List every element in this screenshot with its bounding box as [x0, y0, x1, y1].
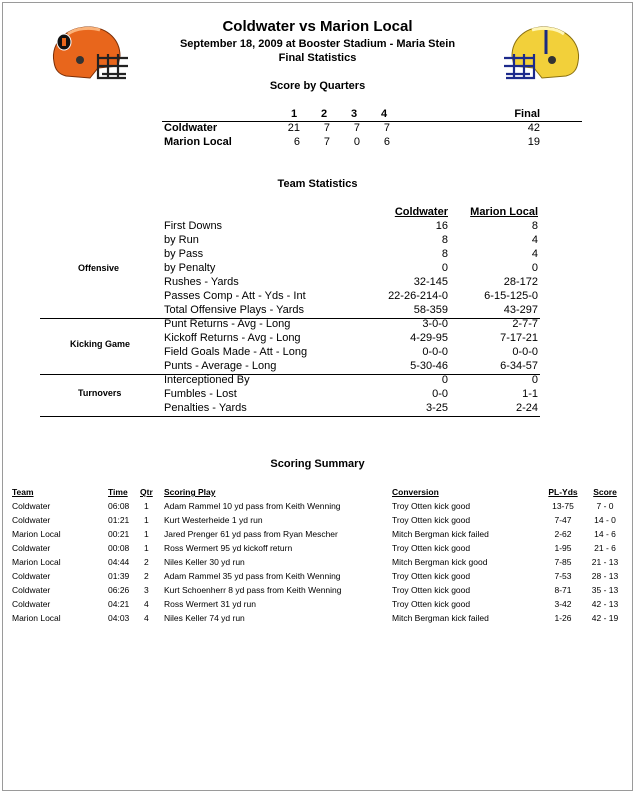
col-scoring-play: Scoring Play — [164, 487, 216, 497]
row-conversion: Troy Otten kick good — [392, 501, 471, 511]
col-conversion: Conversion — [392, 487, 439, 497]
row-time: 04:03 — [108, 613, 130, 623]
row-scoring-play: Adam Rammel 35 yd pass from Keith Wenning — [164, 571, 341, 581]
row-scoring-play: Niles Keller 30 yd run — [164, 557, 245, 567]
row-score: 28 - 13 — [591, 571, 619, 581]
row-team: Coldwater — [12, 515, 51, 525]
stat-label: by Penalty — [164, 262, 216, 274]
row-pl-yds: 2-62 — [554, 529, 572, 539]
stat-home: 0 — [441, 374, 448, 386]
game-subtitle: September 18, 2009 at Booster Stadium - Maria Stein — [179, 38, 456, 50]
final-statistics-label: Final Statistics — [278, 52, 357, 64]
stat-away: 8 — [531, 220, 538, 232]
col-time: Time — [108, 487, 128, 497]
row-qtr: 2 — [144, 557, 149, 567]
row-qtr: 2 — [144, 571, 149, 581]
stat-label: Passes Comp - Att - Yds - Int — [164, 290, 306, 302]
row-conversion: Mitch Bergman kick good — [392, 557, 488, 567]
stat-away: 0 — [531, 374, 538, 386]
stat-home: 8 — [441, 248, 448, 260]
row-score: 35 - 13 — [591, 585, 619, 595]
row-qtr: 3 — [144, 585, 149, 595]
row-pl-yds: 3-42 — [554, 599, 572, 609]
row-score: 42 - 19 — [591, 613, 619, 623]
stat-label: Rushes - Yards — [164, 276, 239, 288]
category-turnovers: Turnovers — [78, 388, 122, 398]
row-conversion: Troy Otten kick good — [392, 599, 471, 609]
stat-away: 4 — [531, 248, 538, 260]
category-offensive: Offensive — [78, 263, 120, 273]
row-qtr: 4 — [144, 613, 149, 623]
score-team-marion-local: Marion Local — [164, 136, 232, 148]
stat-label: Fumbles - Lost — [164, 388, 237, 400]
row-scoring-play: Kurt Schoenherr 8 yd pass from Keith Wenning — [164, 585, 342, 595]
row-scoring-play: Jared Prenger 61 yd pass from Ryan Mescher — [164, 529, 338, 539]
stat-away: 6-34-57 — [500, 360, 538, 372]
row-conversion: Troy Otten kick good — [392, 543, 471, 553]
row-conversion: Mitch Bergman kick failed — [392, 529, 489, 539]
score-final: 19 — [527, 136, 540, 148]
quarter-header-3: 3 — [350, 108, 358, 120]
row-time: 01:39 — [108, 571, 130, 581]
stat-away: 2-7-7 — [512, 318, 538, 330]
row-qtr: 1 — [144, 543, 149, 553]
stat-home: 58-359 — [413, 304, 448, 316]
row-team: Coldwater — [12, 501, 51, 511]
row-team: Marion Local — [12, 557, 61, 567]
stat-away: 43-297 — [503, 304, 538, 316]
row-qtr: 1 — [144, 529, 149, 539]
category-kicking-game: Kicking Game — [70, 339, 131, 349]
group-divider — [40, 416, 540, 417]
stat-home: 16 — [435, 220, 448, 232]
stat-label: First Downs — [164, 220, 223, 232]
stat-home: 3-0-0 — [422, 318, 448, 330]
stats-col-marion-local: Marion Local — [470, 206, 538, 218]
row-conversion: Troy Otten kick good — [392, 571, 471, 581]
quarter-header-4: 4 — [380, 108, 388, 120]
stat-away: 2-24 — [515, 402, 538, 414]
row-time: 06:08 — [108, 501, 130, 511]
quarter-header-2: 2 — [320, 108, 328, 120]
stat-away: 0-0-0 — [512, 346, 538, 358]
stat-label: Interceptioned By — [164, 374, 250, 386]
row-team: Marion Local — [12, 529, 61, 539]
row-time: 06:26 — [108, 585, 130, 595]
stat-label: by Run — [164, 234, 199, 246]
row-team: Coldwater — [12, 599, 51, 609]
row-conversion: Mitch Bergman kick failed — [392, 613, 489, 623]
team-statistics-heading: Team Statistics — [277, 178, 358, 190]
stat-away: 28-172 — [503, 276, 538, 288]
stat-home: 22-26-214-0 — [388, 290, 448, 302]
row-score: 21 - 6 — [594, 543, 616, 553]
score-team-coldwater: Coldwater — [164, 122, 218, 134]
row-conversion: Troy Otten kick good — [392, 515, 471, 525]
row-team: Marion Local — [12, 613, 61, 623]
score-cell: 6 — [293, 136, 300, 148]
row-team: Coldwater — [12, 571, 51, 581]
stat-home: 5-30-46 — [410, 360, 448, 372]
col-qtr: Qtr — [140, 487, 153, 497]
score-final: 42 — [527, 122, 540, 134]
stat-away: 7-17-21 — [500, 332, 538, 344]
row-score: 21 - 13 — [591, 557, 619, 567]
row-pl-yds: 1-26 — [554, 613, 572, 623]
row-time: 00:08 — [108, 543, 130, 553]
row-time: 04:21 — [108, 599, 130, 609]
stat-home: 0-0-0 — [422, 346, 448, 358]
stat-home: 3-25 — [425, 402, 448, 414]
row-scoring-play: Kurt Westerheide 1 yd run — [164, 515, 263, 525]
row-time: 00:21 — [108, 529, 130, 539]
stat-label: Total Offensive Plays - Yards — [164, 304, 305, 316]
stat-home: 32-145 — [413, 276, 448, 288]
stat-away: 4 — [531, 234, 538, 246]
score-cell: 7 — [383, 122, 390, 134]
row-scoring-play: Adam Rammel 10 yd pass from Keith Wenning — [164, 501, 341, 511]
row-pl-yds: 7-53 — [554, 571, 572, 581]
stat-label: Field Goals Made - Att - Long — [164, 346, 308, 358]
score-cell: 7 — [323, 136, 330, 148]
stat-away: 6-15-125-0 — [484, 290, 538, 302]
stat-away: 0 — [531, 262, 538, 274]
row-team: Coldwater — [12, 543, 51, 553]
row-score: 7 - 0 — [596, 501, 614, 511]
stats-col-coldwater: Coldwater — [394, 206, 448, 218]
stat-away: 1-1 — [522, 388, 538, 400]
stat-label: by Pass — [164, 248, 204, 260]
col-pl-yds: PL-Yds — [548, 487, 578, 497]
score-cell: 7 — [353, 122, 360, 134]
row-score: 42 - 13 — [591, 599, 619, 609]
final-header: Final — [514, 108, 540, 120]
row-scoring-play: Niles Keller 74 yd run — [164, 613, 245, 623]
row-pl-yds: 7-47 — [554, 515, 572, 525]
row-team: Coldwater — [12, 585, 51, 595]
stat-home: 4-29-95 — [410, 332, 448, 344]
stat-home: 8 — [441, 234, 448, 246]
stat-label: Penalties - Yards — [164, 402, 247, 414]
row-qtr: 4 — [144, 599, 149, 609]
row-scoring-play: Ross Wermert 95 yd kickoff return — [164, 543, 293, 553]
row-pl-yds: 7-85 — [554, 557, 572, 567]
stat-home: 0-0 — [432, 388, 448, 400]
page-title: Coldwater vs Marion Local — [222, 18, 413, 35]
col-score: Score — [593, 487, 617, 497]
stat-label: Punts - Average - Long — [164, 360, 277, 372]
row-qtr: 1 — [144, 515, 149, 525]
row-time: 04:44 — [108, 557, 130, 567]
row-pl-yds: 1-95 — [554, 543, 572, 553]
row-conversion: Troy Otten kick good — [392, 585, 471, 595]
col-team: Team — [12, 487, 34, 497]
score-cell: 6 — [383, 136, 390, 148]
score-cell: 7 — [323, 122, 330, 134]
row-pl-yds: 13-75 — [552, 501, 574, 511]
stat-label: Punt Returns - Avg - Long — [164, 318, 291, 330]
stat-home: 0 — [441, 262, 448, 274]
row-score: 14 - 0 — [594, 515, 616, 525]
score-cell: 21 — [287, 122, 300, 134]
row-pl-yds: 8-71 — [554, 585, 572, 595]
row-qtr: 1 — [144, 501, 149, 511]
score-by-quarters-heading: Score by Quarters — [269, 80, 366, 92]
stat-label: Kickoff Returns - Avg - Long — [164, 332, 301, 344]
quarter-header-1: 1 — [290, 108, 298, 120]
row-score: 14 - 6 — [594, 529, 616, 539]
scoring-summary-heading: Scoring Summary — [270, 458, 365, 470]
row-scoring-play: Ross Wermert 31 yd run — [164, 599, 256, 609]
score-cell: 0 — [353, 136, 360, 148]
row-time: 01:21 — [108, 515, 130, 525]
